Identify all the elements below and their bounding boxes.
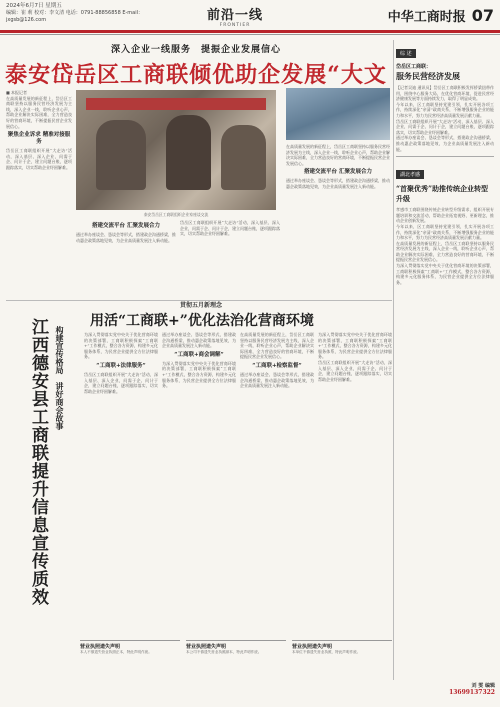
vertical-subhead: 构建宣传格局 讲好商会故事 [55, 326, 65, 430]
sidebar-title: 服务民营经济发展 [396, 71, 460, 81]
sidebar-body: 今年以来，区工商联坚持党建引领，扎实开展各项工作，持续深化“亲清”政商关系，不断增强服务企业的能力和水平，努力为民营经济高质量发展贡献力量。 [396, 101, 494, 118]
section-label [388, 4, 494, 26]
sidebar-footer [440, 682, 495, 696]
header-rule-thin [0, 34, 500, 35]
photo-banner [86, 98, 266, 110]
middle-subhead: “工商联+法律服务” [96, 362, 146, 369]
sidebar-subtitle: 岱岳区工商联： [396, 64, 432, 70]
ad-text: 本公司不慎遗失营业执照副本，特此声明作废。 [186, 650, 262, 654]
lead-kicker: 深入企业一线服务 提振企业发展信心 [110, 45, 281, 55]
vertical-story [6, 318, 76, 628]
photo-figure [166, 115, 211, 190]
vertical-headline: 江西德安县工商联提升信息宣传质效 [28, 318, 48, 606]
middle-paragraph: 在高质量发展的新征程上，岱岳区工商联坚持以服务民营经济发展为主线，深入企业一线，聆听企业心声，帮助企业解决实际困难，全力营造良好的营商环境，不断提振民营企业发展信心。 [240, 332, 314, 360]
lead-paragraph: 岱岳区工商联组织开展“大走访”活动，深入基层、深入企业，问需于企、问计于企，建立问题台账，逐项跟踪落实，切实帮助企业纾困解难。 [6, 148, 72, 170]
middle-kicker: 贯彻五月新理念 [180, 302, 223, 309]
ad-item [292, 640, 392, 698]
sidebar-intro: 【记者吴迪 通讯员】岱岳区工商联积极发挥桥梁纽带作用，围绕中心服务大局，在优化营商环境、促进民营经济健康发展等方面持续发力，取得了明显成效。 [396, 85, 494, 102]
column-divider [393, 40, 394, 680]
ad-item [186, 640, 286, 698]
footer-name: 刘 雯 编辑 [471, 683, 495, 689]
ad-title: 营业执照遗失声明 [292, 644, 333, 650]
footer-phone: 13699137322 [449, 689, 495, 696]
lead-body-col-4 [286, 144, 390, 298]
sidebar-body: 通过举办座谈会、恳谈会等形式，搭建政企沟通桥梁，推动惠企政策落地见效，为企业高质量发展注入新动能。 [396, 135, 494, 152]
middle-subhead: “工商联+商会调解” [174, 351, 224, 358]
page-number: 07 [471, 5, 494, 25]
editor-info: 编辑：崔 莉 校对：李文清 电话：0791-88856858 E-mail：jxgsb@126.com [6, 10, 144, 23]
right-sidebar [396, 40, 494, 660]
ad-text: 本单位不慎遗失营业执照，特此声明作废。 [292, 650, 361, 654]
notice-ads [80, 640, 392, 698]
middle-paragraph: 为深入贯彻落实党中央关于优化营商环境的决策部署，工商联积极探索“工商联+”工作模式，整合各方资源，构建多元化服务体系，为民营企业提供全方位法律服务。 [162, 360, 236, 389]
column-subtitle: FRONTIER [219, 23, 251, 28]
middle-headline: 用活“工商联+”优化法治化营商环境 [90, 313, 314, 329]
section-name: 中华工商时报 [387, 9, 466, 25]
column-title: 前沿一线 [206, 8, 263, 23]
middle-paragraph: 岱岳区工商联组织开展“大走访”活动，深入基层、深入企业，问需于企、问计于企，建立问题台账，逐项跟踪落实，切实帮助企业纾困解难。 [84, 371, 158, 394]
ad-item [80, 640, 180, 698]
lead-subhead: 搭建交流平台 汇聚发展合力 [92, 223, 160, 229]
middle-paragraph: 通过举办座谈会、恳谈会等形式，搭建政企沟通桥梁，推动惠企政策落地见效，为企业高质量发展注入新动能。 [162, 332, 236, 349]
middle-subhead: “工商联+检察监督” [252, 362, 302, 369]
lead-paragraph: 通过举办座谈会、恳谈会等形式，搭建政企沟通桥梁，推动惠企政策落地见效，为企业高质量发展注入新动能。 [286, 178, 390, 189]
photo-figure [221, 125, 266, 190]
lead-subhead: 聚焦企业诉求 精准对接服务 [7, 132, 71, 146]
column-masthead [190, 4, 280, 28]
sidebar-tag: 综 述 [396, 49, 416, 58]
photo-caption: 泰安岱岳区工商联组织企业家座谈交流 [143, 212, 209, 217]
ad-title: 营业执照遗失声明 [80, 644, 121, 650]
lead-photo [76, 90, 276, 210]
sidebar-body: 今年以来，区工商联坚持党建引领，扎实开展各项工作，持续深化“亲清”政商关系，不断增强服务企业的能力和水平，努力为民营经济高质量发展贡献力量。 [396, 223, 494, 241]
sidebar-body: 孝感市工商联围绕传统企业转型升级需求，组织开展专题培训和交流活动，帮助企业拓宽视野、更新理念，推动企业创新发展。 [396, 207, 494, 224]
middle-col-1 [84, 332, 158, 632]
sidebar-body: 岱岳区工商联组织开展“大走访”活动，深入基层、深入企业，问需于企、问计于企，建立问题台账，逐项跟踪落实，切实帮助企业纾困解难。 [396, 118, 494, 135]
lead-paragraph: 在高质量发展的新征程上，岱岳区工商联坚持以服务民营经济发展为主线，深入企业一线，聆听企业心声，帮助企业解决实际困难，全力营造良好的营商环境，不断提振民营企业发展信心。 [6, 95, 72, 129]
sidebar-body: 在高质量发展的新征程上，岱岳区工商联坚持以服务民营经济发展为主线，深入企业一线，聆听企业心声，帮助企业解决实际困难，全力营造良好的营商环境，不断提振民营企业发展信心。 [396, 240, 494, 263]
header-rule [0, 30, 500, 33]
sidebar-tag: 湖北孝感 [396, 170, 424, 179]
lead-paragraph: 岱岳区工商联组织开展“大走访”活动，深入基层、深入企业，问需于企、问计于企，建立问题台账，逐项跟踪落实，切实帮助企业纾困解难。 [180, 220, 280, 237]
middle-col-4 [318, 332, 392, 632]
byline: ■ 本报记者 [6, 90, 28, 95]
middle-col-3 [240, 332, 314, 632]
lead-paragraph: 通过举办座谈会、恳谈会等形式，搭建政企沟通桥梁，推动惠企政策落地见效，为企业高质量发展注入新动能。 [76, 232, 176, 243]
lead-headline: 泰安岱岳区工商联倾优助企发展“大文 [5, 62, 387, 88]
photo-figure [96, 120, 146, 190]
lead-body-col-3 [180, 220, 280, 298]
lead-body-col-2 [76, 220, 176, 298]
header-meta [6, 3, 176, 24]
lead-paragraph: 在高质量发展的新征程上，岱岳区工商联坚持以服务民营经济发展为主线，深入企业一线，聆听企业心声，帮助企业解决实际困难，全力营造良好的营商环境，不断提振民营企业发展信心。 [286, 144, 390, 166]
middle-paragraph: 岱岳区工商联组织开展“大走访”活动，深入基层、深入企业，问需于企、问计于企，建立问题台账，逐项跟踪落实，切实帮助企业纾困解难。 [318, 359, 392, 382]
sidebar-body: 为深入贯彻落实党中央关于优化营商环境的决策部署，工商联积极探索“工商联+”工作模式，整合各方资源，构建多元化服务体系，为民营企业提供全方位法律服务。 [396, 263, 494, 285]
secondary-photo [286, 88, 390, 140]
issue-date: 2024年6月7日 星期五 [6, 3, 62, 9]
ad-text: 本人不慎遗失营业执照正本，特此声明作废。 [80, 650, 152, 654]
lead-body-col-1 [6, 90, 72, 300]
sidebar-divider [396, 156, 494, 157]
middle-paragraph: 为深入贯彻落实党中央关于优化营商环境的决策部署，工商联积极探索“工商联+”工作模式，整合各方资源，构建多元化服务体系，为民营企业提供全方位法律服务。 [318, 332, 392, 360]
sidebar-title: “首聚优秀”助推传统企业转型升级 [396, 184, 489, 204]
ad-title: 营业执照遗失声明 [186, 644, 227, 650]
middle-paragraph: 为深入贯彻落实党中央关于优化营商环境的决策部署，工商联积极探索“工商联+”工作模式，整合各方资源，构建多元化服务体系，为民营企业提供全方位法律服务。 [84, 332, 158, 360]
middle-col-2 [162, 332, 236, 632]
lead-subhead: 搭建交流平台 汇聚发展合力 [304, 169, 372, 176]
middle-paragraph: 通过举办座谈会、恳谈会等形式，搭建政企沟通桥梁，推动惠企政策落地见效，为企业高质量发展注入新动能。 [240, 371, 314, 389]
